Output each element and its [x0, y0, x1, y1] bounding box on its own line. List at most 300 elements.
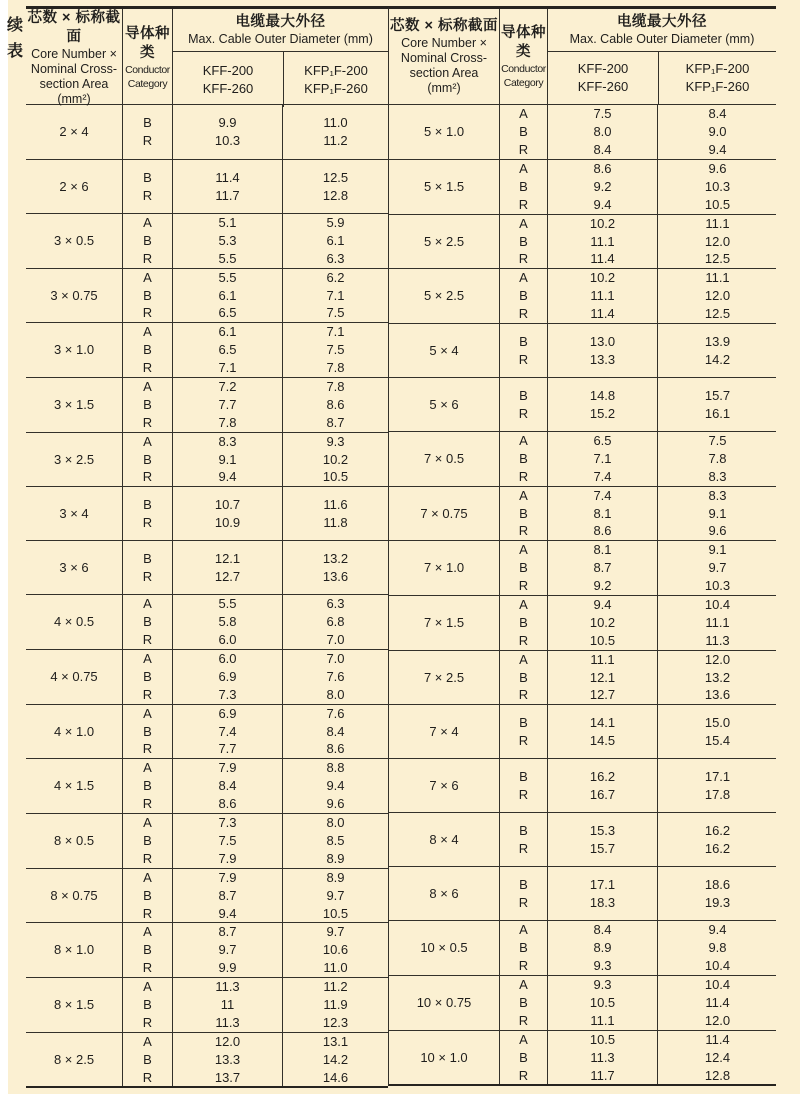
kff-value-cell: 15.7: [589, 840, 616, 856]
kff-value-cell: 6.9: [218, 668, 237, 684]
kfp1f-value-column: [282, 1033, 388, 1087]
kff-value-cell: 9.2: [593, 578, 612, 594]
continued-label-char: 续: [6, 17, 23, 34]
category-cell: R: [518, 786, 529, 802]
header-category-en1: Conductor: [125, 64, 170, 76]
category-cell: B: [519, 333, 528, 349]
category-column: [122, 923, 172, 977]
category-cell: A: [519, 433, 528, 449]
category-column: [122, 378, 172, 432]
kfp1f-value-cell: 6.3: [326, 596, 345, 612]
category-column: [499, 105, 547, 159]
category-cell: R: [142, 568, 153, 584]
category-cell: B: [143, 287, 152, 303]
kfp1f-value-column: [657, 976, 777, 1030]
category-cell: A: [143, 924, 152, 940]
category-cell: A: [519, 597, 528, 613]
kfp1f-value-cell: 8.3: [708, 487, 727, 503]
kff-value-cell: 10.2: [589, 215, 616, 231]
kfp1f-value-column: [282, 378, 388, 432]
kfp1f-value-cell: 11.4: [705, 1031, 730, 1047]
header-kff-200: KFF-200: [202, 62, 254, 78]
category-cell: R: [142, 360, 153, 376]
kff-value-cell: 7.1: [593, 450, 612, 466]
category-cell: B: [143, 996, 152, 1012]
kff-value-cell: 10.7: [214, 496, 241, 512]
header-max-diameter-merged: [173, 9, 388, 51]
kff-value-cell: 11.4: [590, 306, 615, 322]
category-cell: A: [143, 651, 152, 667]
spec-column: [389, 541, 499, 595]
kfp1f-value-cell: 12.5: [704, 251, 731, 267]
kff-value-cell: 13.7: [214, 1069, 241, 1085]
spec-row-group: [26, 377, 388, 432]
kfp1f-value-cell: 10.5: [322, 905, 349, 921]
kfp1f-value-cell: 9.8: [708, 940, 727, 956]
kfp1f-value-cell: 10.6: [322, 942, 349, 958]
kfp1f-value-cell: 7.1: [326, 287, 345, 303]
category-cell: B: [519, 822, 528, 838]
category-column: [499, 705, 547, 758]
kfp1f-value-column: [282, 160, 388, 213]
spec-cell: 8 × 0.5: [53, 832, 95, 848]
kff-value-cell: 13.3: [214, 1051, 241, 1067]
kfp1f-value-cell: 13.6: [704, 687, 731, 703]
spec-cell: 4 × 0.5: [53, 614, 95, 630]
kfp1f-value-cell: 6.2: [326, 269, 345, 285]
kff-value-column: [172, 705, 282, 759]
kfp1f-value-cell: 10.3: [704, 178, 731, 194]
kff-value-cell: 11.1: [590, 1012, 615, 1028]
category-cell: A: [519, 270, 528, 286]
spec-column: [26, 923, 122, 977]
kff-value-cell: 9.4: [218, 905, 237, 921]
spec-row-group: [389, 486, 776, 541]
category-cell: R: [518, 840, 529, 856]
kff-value-cell: 5.5: [218, 269, 237, 285]
kff-value-cell: 12.7: [589, 687, 616, 703]
category-cell: A: [143, 760, 152, 776]
spec-column: [389, 324, 499, 377]
kfp1f-value-cell: 7.0: [326, 651, 345, 667]
spec-cell: 5 × 1.0: [423, 124, 465, 140]
kfp1f-value-cell: 11.6: [323, 496, 348, 512]
kfp1f-value-cell: 17.1: [704, 768, 731, 784]
category-cell: R: [142, 1069, 153, 1085]
spec-column: [26, 160, 122, 213]
kfp1f-value-cell: 11.1: [705, 215, 730, 231]
kff-value-cell: 8.0: [593, 124, 612, 140]
kfp1f-value-cell: 14.2: [322, 1051, 349, 1067]
kff-value-cell: 7.2: [218, 379, 237, 395]
header-kfp1f-types: [283, 52, 388, 107]
kff-value-cell: 11.3: [215, 979, 240, 995]
kff-value-cell: 7.3: [218, 815, 237, 831]
category-cell: A: [143, 324, 152, 340]
category-cell: B: [519, 124, 528, 140]
spec-column: [26, 487, 122, 540]
category-cell: R: [518, 578, 529, 594]
continued-label-char: 表: [6, 43, 23, 60]
spec-column: [26, 214, 122, 268]
spec-cell: 3 × 0.75: [50, 287, 98, 303]
kfp1f-value-cell: 11.1: [705, 270, 730, 286]
kfp1f-value-cell: 7.5: [708, 433, 727, 449]
kff-value-cell: 8.6: [218, 796, 237, 812]
spec-column: [26, 323, 122, 377]
spec-column: [26, 105, 122, 159]
category-cell: B: [143, 778, 152, 794]
category-column: [499, 976, 547, 1030]
kff-value-cell: 6.5: [593, 433, 612, 449]
spec-column: [389, 269, 499, 323]
category-cell: R: [142, 1014, 153, 1030]
kff-value-cell: 8.6: [593, 161, 612, 176]
spec-column: [389, 1031, 499, 1085]
kfp1f-value-cell: 8.4: [708, 106, 727, 122]
category-cell: B: [143, 832, 152, 848]
header-core-number-unit: (mm²): [427, 81, 461, 95]
kff-value-cell: 14.5: [589, 732, 616, 748]
kfp1f-value-cell: 9.7: [326, 887, 345, 903]
spec-row-group: [26, 105, 388, 159]
category-column: [122, 650, 172, 704]
category-column: [499, 813, 547, 866]
spec-row-group: [26, 159, 388, 213]
kff-value-column: [172, 160, 282, 213]
spec-row-group: [389, 758, 776, 812]
kff-value-column: [172, 487, 282, 540]
category-cell: B: [143, 668, 152, 684]
spec-cell: 5 × 1.5: [423, 178, 465, 194]
header-category-zh1: 导体种: [501, 24, 546, 41]
kff-value-column: [172, 269, 282, 323]
category-cell: B: [519, 450, 528, 466]
kfp1f-value-cell: 12.8: [704, 1067, 731, 1083]
kfp1f-value-cell: 9.6: [708, 523, 727, 539]
kff-value-cell: 9.4: [593, 597, 612, 613]
kff-value-column: [172, 650, 282, 704]
kfp1f-value-column: [282, 433, 388, 487]
spec-row-group: [26, 322, 388, 377]
kff-value-column: [547, 541, 657, 595]
kff-value-cell: 7.9: [218, 869, 237, 885]
kfp1f-value-cell: 14.2: [704, 351, 731, 367]
spec-column: [389, 976, 499, 1030]
kfp1f-value-cell: 8.8: [326, 760, 345, 776]
kfp1f-value-column: [657, 651, 777, 705]
category-column: [122, 705, 172, 759]
category-cell: R: [518, 687, 529, 703]
kfp1f-value-cell: 16.2: [704, 822, 731, 838]
kfp1f-value-cell: 11.3: [705, 632, 730, 648]
kfp1f-value-cell: 8.6: [326, 741, 345, 757]
spec-cell: 10 × 0.5: [420, 940, 468, 956]
kff-value-column: [547, 596, 657, 650]
header-kff-200: KFF-200: [577, 61, 629, 76]
category-column: [499, 487, 547, 541]
kff-value-cell: 9.9: [218, 960, 237, 976]
category-cell: R: [518, 632, 529, 648]
category-cell: A: [143, 433, 152, 449]
spec-column: [389, 215, 499, 269]
category-cell: R: [518, 306, 529, 322]
category-cell: R: [518, 1067, 529, 1083]
kfp1f-value-column: [282, 105, 388, 159]
spec-row-group: [26, 922, 388, 977]
category-cell: B: [143, 115, 152, 131]
kfp1f-value-cell: 12.0: [704, 651, 731, 667]
kfp1f-value-cell: 8.9: [326, 869, 345, 885]
kfp1f-value-cell: 12.3: [322, 1014, 349, 1030]
spec-cell: 8 × 0.75: [50, 887, 98, 903]
kff-value-column: [172, 378, 282, 432]
kff-value-cell: 8.7: [593, 560, 612, 576]
kfp1f-value-cell: 8.0: [326, 686, 345, 702]
kfp1f-value-cell: 9.4: [708, 141, 727, 157]
kfp1f-value-cell: 9.6: [326, 796, 345, 812]
kfp1f-value-cell: 17.8: [704, 786, 731, 802]
header-kfp1f-200: KFP₁F-200: [304, 62, 368, 78]
category-column: [499, 541, 547, 595]
spec-row-group: [26, 594, 388, 649]
kff-value-cell: 8.9: [593, 940, 612, 956]
category-column: [122, 759, 172, 813]
kfp1f-value-cell: 7.8: [326, 360, 345, 376]
spec-row-group: [389, 159, 776, 214]
kfp1f-value-column: [657, 378, 777, 431]
kfp1f-value-cell: 8.5: [326, 832, 345, 848]
kff-value-column: [547, 215, 657, 269]
kfp1f-value-column: [282, 814, 388, 868]
category-cell: B: [143, 169, 152, 185]
category-cell: A: [519, 1031, 528, 1047]
header-category-zh2: 类: [140, 45, 155, 61]
spec-column: [26, 869, 122, 923]
category-column: [499, 759, 547, 812]
kff-value-cell: 11.3: [215, 1014, 240, 1030]
spec-column: [389, 487, 499, 541]
header-core-number-en3: section Area: [39, 77, 109, 91]
category-cell: B: [143, 1051, 152, 1067]
spec-row-group: [389, 1030, 776, 1085]
kff-value-cell: 11.4: [215, 169, 240, 185]
category-cell: B: [143, 342, 152, 358]
spec-cell: 7 × 1.0: [423, 560, 465, 576]
category-cell: R: [142, 514, 153, 530]
kff-value-column: [172, 759, 282, 813]
spec-row-group: [389, 323, 776, 377]
kff-value-cell: 5.5: [218, 596, 237, 612]
spec-column: [389, 759, 499, 812]
spec-column: [26, 759, 122, 813]
spec-cell: 4 × 1.5: [53, 778, 95, 794]
spec-cell: 7 × 2.5: [423, 669, 465, 685]
header-max-diameter-merged: [548, 9, 776, 51]
kff-value-column: [547, 976, 657, 1030]
category-cell: R: [142, 905, 153, 921]
kff-value-cell: 8.4: [593, 922, 612, 938]
spec-cell: 7 × 4: [429, 723, 459, 739]
kfp1f-value-cell: 10.5: [704, 196, 731, 212]
spec-cell: 5 × 4: [429, 342, 459, 358]
kfp1f-value-cell: 13.2: [704, 669, 731, 685]
spec-cell: 10 × 0.75: [416, 994, 472, 1010]
category-cell: B: [143, 614, 152, 630]
kff-value-cell: 11.1: [590, 651, 615, 667]
kfp1f-value-cell: 7.1: [326, 324, 345, 340]
kff-value-column: [547, 378, 657, 431]
category-cell: R: [142, 960, 153, 976]
header-core-number-en1: Core Number ×: [401, 36, 487, 50]
kfp1f-value-column: [657, 487, 777, 541]
kfp1f-value-cell: 12.5: [322, 169, 349, 185]
kff-value-cell: 7.9: [218, 850, 237, 866]
header-kfp1f-types: [658, 52, 776, 104]
kfp1f-value-cell: 11.8: [323, 514, 348, 530]
category-cell: R: [142, 414, 153, 430]
kfp1f-value-cell: 12.8: [322, 187, 349, 203]
kff-value-column: [172, 323, 282, 377]
category-cell: B: [519, 1049, 528, 1065]
kff-value-cell: 18.3: [589, 894, 616, 910]
category-column: [499, 651, 547, 705]
kfp1f-value-column: [282, 650, 388, 704]
cable-diameter-table-right: [388, 6, 776, 1086]
category-cell: R: [142, 632, 153, 648]
category-column: [122, 160, 172, 213]
header-cable-type-row: [548, 51, 776, 104]
table-body: [389, 105, 776, 1084]
kfp1f-value-cell: 10.4: [704, 977, 731, 993]
kff-value-cell: 9.7: [218, 942, 237, 958]
continued-table-label: [2, 18, 28, 60]
kff-value-cell: 7.4: [593, 468, 612, 484]
spec-column: [26, 705, 122, 759]
category-cell: R: [518, 196, 529, 212]
kff-value-cell: 7.7: [218, 396, 237, 412]
header-kff-260: KFF-260: [202, 80, 254, 96]
category-cell: R: [518, 1012, 529, 1028]
kfp1f-value-cell: 12.0: [704, 1012, 731, 1028]
kff-value-cell: 13.3: [589, 351, 616, 367]
category-cell: B: [519, 669, 528, 685]
category-cell: R: [518, 894, 529, 910]
kff-value-cell: 7.3: [218, 686, 237, 702]
kff-value-cell: 11.7: [215, 187, 240, 203]
category-cell: B: [143, 451, 152, 467]
kff-value-column: [172, 869, 282, 923]
table-header: [389, 9, 776, 105]
kfp1f-value-cell: 6.3: [326, 250, 345, 266]
kff-value-column: [172, 595, 282, 649]
category-cell: A: [143, 979, 152, 995]
kff-value-cell: 8.6: [593, 523, 612, 539]
spec-column: [389, 867, 499, 920]
kff-value-column: [172, 978, 282, 1032]
kff-value-cell: 17.1: [589, 876, 616, 892]
kff-value-cell: 10.2: [589, 270, 616, 286]
cable-diameter-table-left: [26, 6, 388, 1088]
kfp1f-value-cell: 7.8: [708, 450, 727, 466]
kff-value-cell: 12.0: [214, 1033, 241, 1049]
category-cell: R: [142, 850, 153, 866]
spec-tables-container: [26, 6, 776, 1088]
header-core-number-column: [26, 9, 122, 107]
category-cell: B: [519, 505, 528, 521]
category-cell: R: [518, 351, 529, 367]
kff-value-cell: 10.5: [589, 994, 616, 1010]
kff-value-column: [172, 214, 282, 268]
kff-value-cell: 7.4: [593, 487, 612, 503]
spec-column: [389, 160, 499, 214]
category-cell: A: [143, 869, 152, 885]
kff-value-column: [172, 105, 282, 159]
kff-value-cell: 10.3: [214, 133, 241, 148]
kff-value-column: [172, 541, 282, 594]
kfp1f-value-cell: 18.6: [704, 876, 731, 892]
kff-value-cell: 8.3: [218, 433, 237, 449]
category-cell: A: [519, 215, 528, 231]
category-cell: B: [143, 232, 152, 248]
spec-column: [26, 595, 122, 649]
kff-value-cell: 8.7: [218, 924, 237, 940]
spec-column: [389, 813, 499, 866]
header-kfp1f-260: KFP₁F-260: [685, 79, 750, 94]
kff-value-cell: 9.4: [593, 196, 612, 212]
kfp1f-value-column: [657, 867, 777, 920]
kff-value-cell: 5.8: [218, 614, 237, 630]
kff-value-cell: 15.2: [589, 405, 616, 421]
kfp1f-value-column: [657, 921, 777, 975]
category-column: [499, 215, 547, 269]
category-column: [499, 269, 547, 323]
kfp1f-value-cell: 10.3: [704, 578, 731, 594]
kfp1f-value-column: [282, 978, 388, 1032]
category-cell: A: [143, 269, 152, 285]
spec-column: [389, 596, 499, 650]
spec-column: [389, 705, 499, 758]
category-cell: B: [519, 387, 528, 403]
category-cell: A: [143, 1033, 152, 1049]
spec-cell: 3 × 0.5: [53, 232, 95, 248]
kff-value-cell: 7.9: [218, 760, 237, 776]
header-core-number-en2: Nominal Cross-: [30, 62, 118, 76]
kff-value-cell: 8.4: [593, 141, 612, 157]
kfp1f-value-cell: 9.4: [708, 922, 727, 938]
spec-column: [26, 378, 122, 432]
kfp1f-value-cell: 9.7: [326, 924, 345, 940]
category-cell: R: [142, 686, 153, 702]
spec-row-group: [389, 866, 776, 920]
spec-row-group: [389, 214, 776, 269]
kfp1f-value-column: [282, 269, 388, 323]
kfp1f-value-column: [657, 324, 777, 377]
kfp1f-value-cell: 6.1: [326, 232, 345, 248]
category-cell: B: [519, 560, 528, 576]
spec-cell: 3 × 1.0: [53, 342, 95, 358]
kff-value-cell: 9.9: [218, 115, 237, 131]
category-cell: B: [519, 714, 528, 730]
kff-value-cell: 11.3: [590, 1049, 615, 1065]
header-kfp1f-260: KFP₁F-260: [304, 80, 368, 96]
kfp1f-value-cell: 7.8: [326, 379, 345, 395]
kff-value-cell: 6.0: [218, 651, 237, 667]
kff-value-cell: 7.7: [218, 741, 237, 757]
spec-cell: 8 × 1.0: [53, 942, 95, 958]
kff-value-column: [547, 867, 657, 920]
kfp1f-value-cell: 8.9: [326, 850, 345, 866]
